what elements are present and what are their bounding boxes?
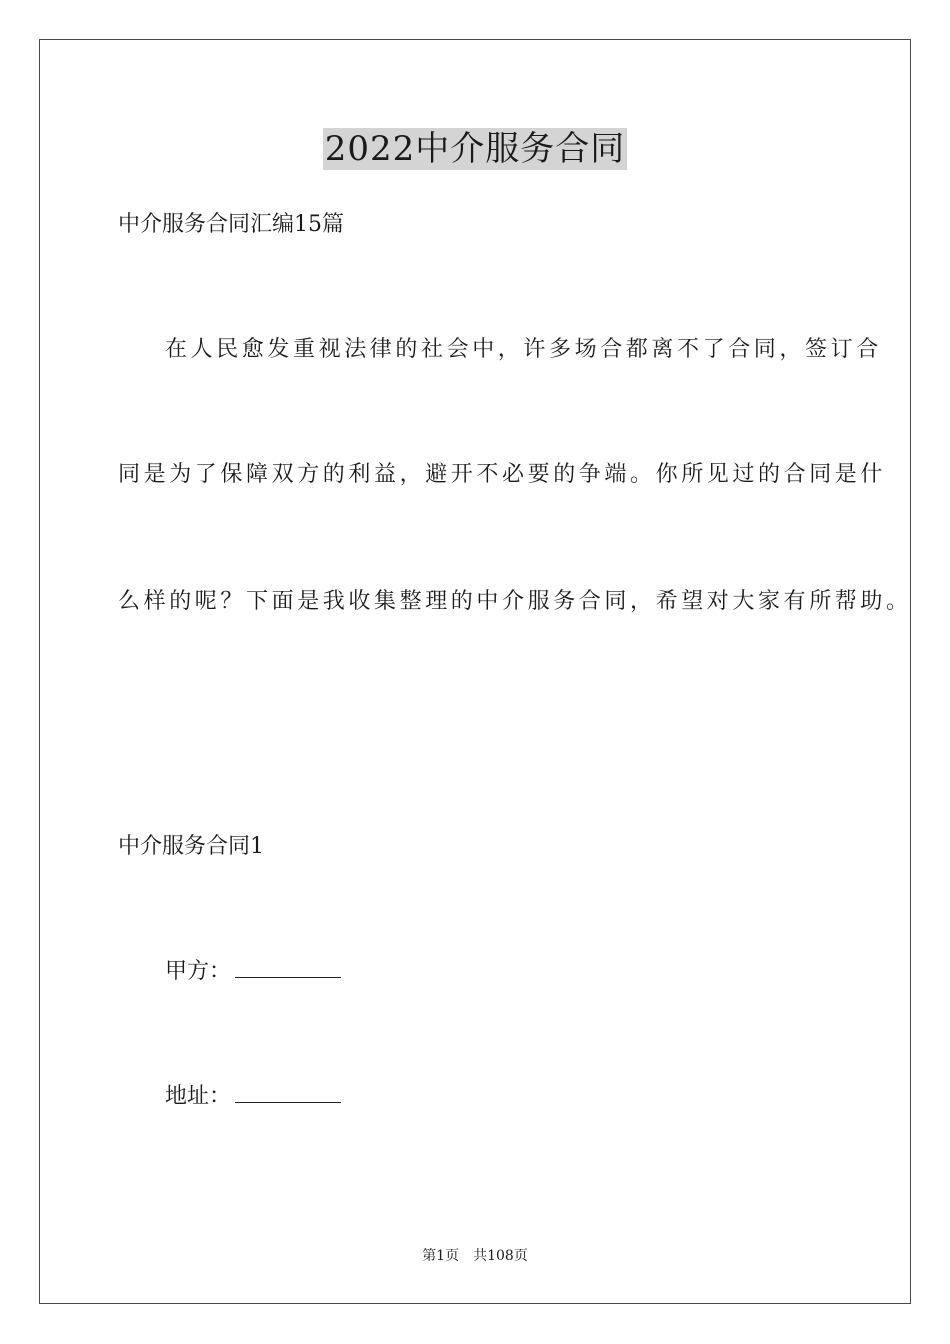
intro-line-1: 在人民愈发重视法律的社会中，许多场合都离不了合同，签订合 (165, 337, 882, 362)
title-container (0, 128, 950, 170)
address-blank (235, 1082, 341, 1103)
page-number: 第1页 (422, 1248, 460, 1264)
intro-line-3: 么样的呢？下面是我收集整理的中介服务合同，希望对大家有所帮助。 (118, 589, 912, 614)
party-a-label: 甲方： (165, 959, 232, 984)
party-a-field (165, 957, 341, 987)
party-a-blank (235, 957, 341, 978)
intro-line-2: 同是为了保障双方的利益，避开不必要的争端。你所见过的合同是什 (118, 462, 887, 487)
address-label: 地址： (165, 1084, 232, 1109)
page-footer (0, 1246, 950, 1266)
document-subtitle: 中介服务合同汇编15篇 (118, 212, 344, 237)
document-title: 2022中介服务合同 (324, 129, 626, 169)
address-field (165, 1082, 341, 1112)
section-heading: 中介服务合同1 (118, 834, 264, 859)
page-total: 共108页 (473, 1248, 528, 1264)
